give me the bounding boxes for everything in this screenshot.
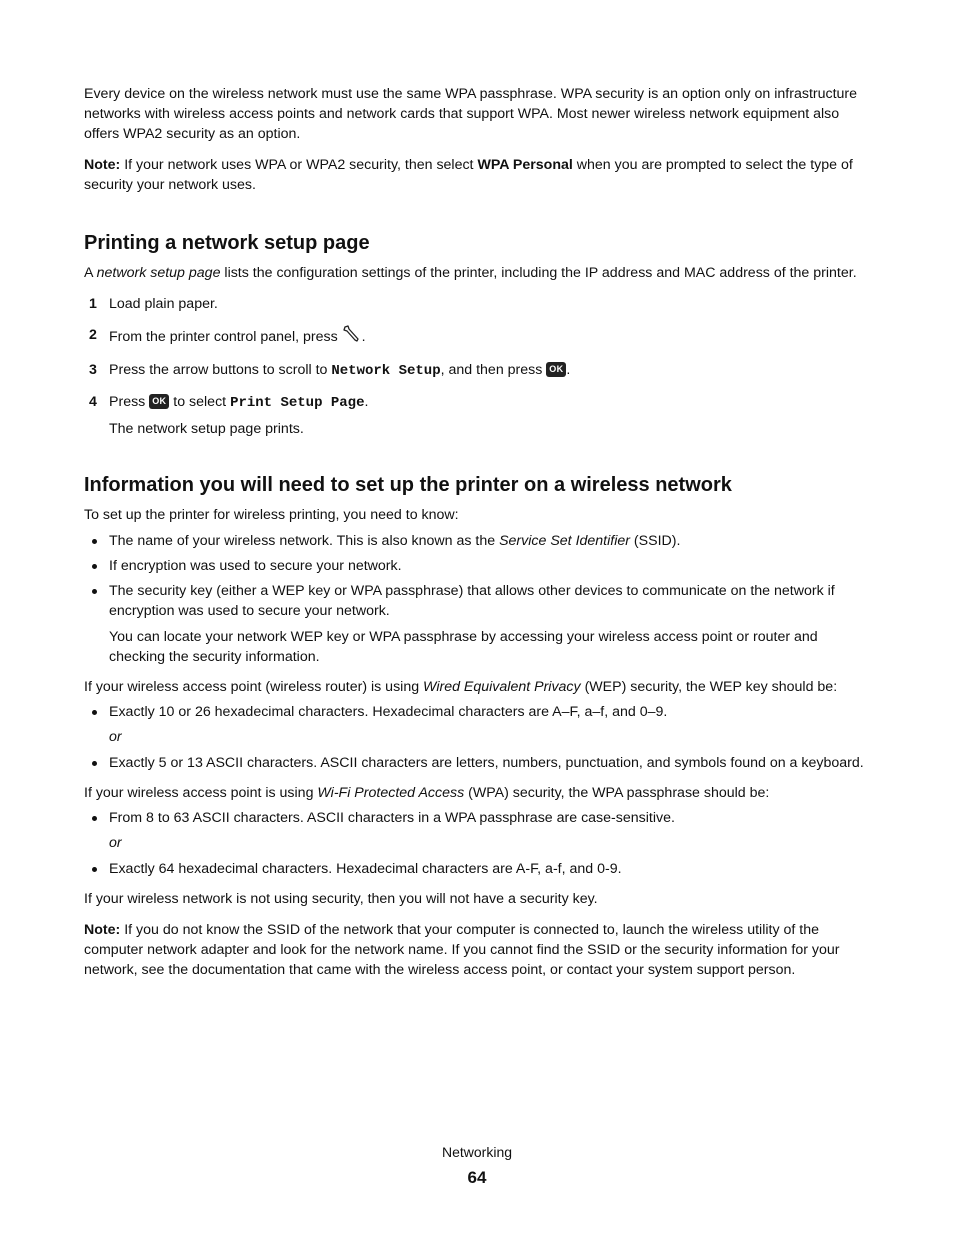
step-4-result: The network setup page prints. xyxy=(109,421,304,437)
step-3: 3 Press the arrow buttons to scroll to Network Setup, and then press OK . xyxy=(89,362,571,379)
no-security-paragraph: If your wireless network is not using security, then you will not have a security key. xyxy=(84,891,598,907)
wrench-icon xyxy=(342,325,362,349)
bullet-dot xyxy=(92,867,97,872)
wpa-personal-term: WPA Personal xyxy=(477,157,573,173)
step-4: 4 Press OK to select Print Setup Page. xyxy=(89,394,369,411)
bullet-encryption: If encryption was used to secure your network. xyxy=(84,556,872,576)
wep-paragraph: If your wireless access point (wireless router) is using Wired Equivalent Privacy (WEP) security, the WEP key should be: xyxy=(84,679,838,695)
step-2: 2 From the printer control panel, press . xyxy=(84,325,872,349)
bullet-ssid: The name of your wireless network. This is also known as the Service Set Identifier (SSID). xyxy=(84,531,872,551)
bullet-dot xyxy=(92,564,97,569)
bullet-wep-ascii: Exactly 5 or 13 ASCII characters. ASCII characters are letters, numbers, punctuation, and symbols found on a keyboard. xyxy=(84,753,872,773)
ssid-note: Note: If you do not know the SSID of the network that your computer is connected to, launch the wireless utility of the computer network adapter and look for the network name. If you cannot find the SSID or the security information for your network, see the documentation that came with the wireless access point, or contact your system support person. xyxy=(84,922,840,978)
bullet-dot xyxy=(92,761,97,766)
bullet-wep-hex: Exactly 10 or 26 hexadecimal characters. Hexadecimal characters are A–F, a–f, and 0–9. xyxy=(84,702,872,722)
step-number: 2 xyxy=(89,327,97,343)
section-heading-wireless-info: Information you will need to set up the printer on a wireless network xyxy=(84,474,732,496)
bullet-security-key: The security key (either a WEP key or WPA passphrase) that allows other devices to communicate on the network if encryption was used to secure your network. xyxy=(84,581,872,621)
intro-note: Note: If your network uses WPA or WPA2 security, then select WPA Personal when you are prompted to select the type of security your network uses. xyxy=(84,157,853,193)
wpa-paragraph: If your wireless access point is using Wi-Fi Protected Access (WPA) security, the WPA passphrase should be: xyxy=(84,785,770,801)
page-content xyxy=(84,84,872,991)
note-label: Note: xyxy=(84,157,121,173)
bullet-dot xyxy=(92,539,97,544)
menu-network-setup: Network Setup xyxy=(331,363,441,379)
or-separator: or xyxy=(109,729,122,745)
bullet-dot xyxy=(92,589,97,594)
steps-list xyxy=(84,294,872,439)
section-heading-network-setup: Printing a network setup page xyxy=(84,232,370,254)
security-key-hint: You can locate your network WEP key or WPA passphrase by accessing your wireless access point or router and checking the security information. xyxy=(109,629,818,665)
step-number: 3 xyxy=(89,362,97,378)
bullet-dot xyxy=(92,710,97,715)
page-number: 64 xyxy=(467,1168,487,1187)
step-number: 1 xyxy=(89,296,97,312)
ok-button-icon: OK xyxy=(546,362,566,377)
menu-print-setup-page: Print Setup Page xyxy=(230,395,365,411)
intro-paragraph: Every device on the wireless network must use the same WPA passphrase. WPA security is an option only on infrastructure networks with wireless access points and network cards that support WPA. Most newer wireless network equipment also offers WPA2 security as an option. xyxy=(84,86,858,142)
or-separator: or xyxy=(109,835,122,851)
step-number: 4 xyxy=(89,394,97,410)
footer-section-name: Networking xyxy=(441,1144,513,1160)
note-label: Note: xyxy=(84,922,121,938)
bullet-wpa-ascii: From 8 to 63 ASCII characters. ASCII characters in a WPA passphrase are case-sensitive. xyxy=(84,808,872,828)
section1-description: A network setup page lists the configuration settings of the printer, including the IP address and MAC address of the printer. xyxy=(84,265,857,281)
ok-button-icon: OK xyxy=(149,394,169,409)
step-1: 1 Load plain paper. xyxy=(89,296,218,312)
section2-intro: To set up the printer for wireless printing, you need to know: xyxy=(84,507,459,523)
bullet-wpa-hex: Exactly 64 hexadecimal characters. Hexadecimal characters are A-F, a-f, and 0-9. xyxy=(84,859,872,879)
bullet-dot xyxy=(92,816,97,821)
